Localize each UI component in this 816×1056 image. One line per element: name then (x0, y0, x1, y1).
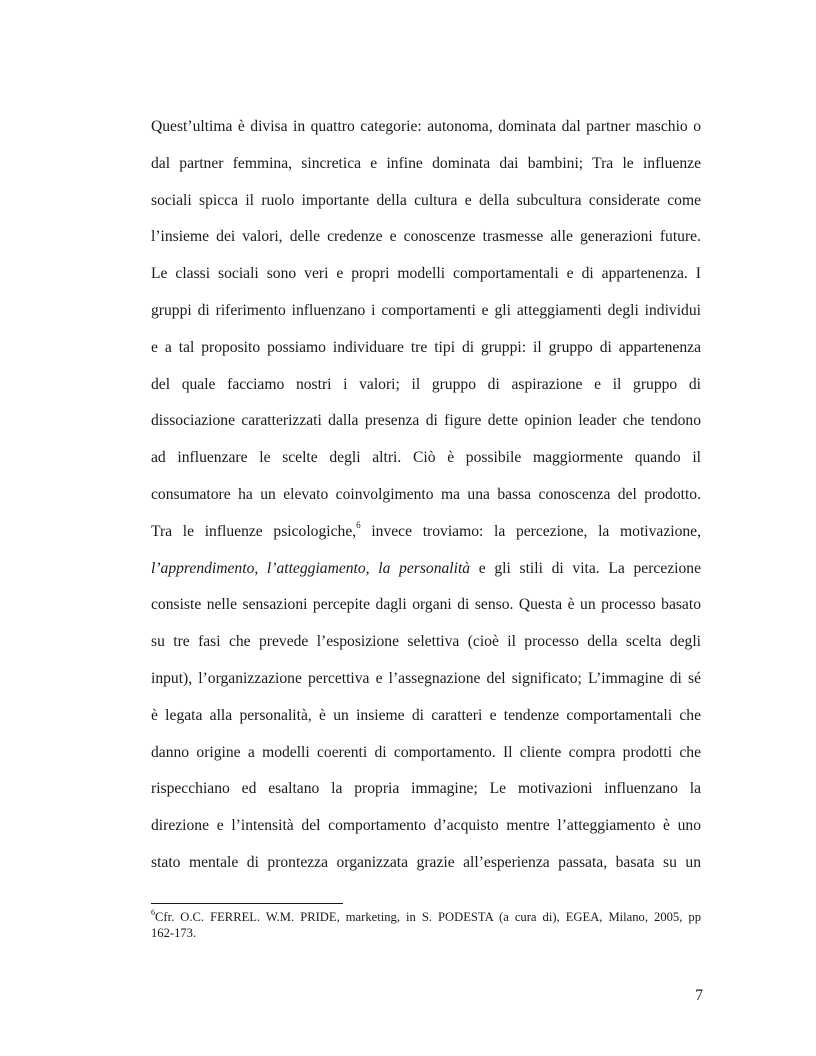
body-line-with-footnote-ref (151, 514, 701, 551)
footnote-marker: 6 (151, 907, 155, 917)
body-line-segment: invece troviamo: la percezione, la motivazione, (360, 522, 701, 540)
body-line: consiste nelle sensazioni percepite dagli organi di senso. Questa è un processo basato (151, 596, 701, 614)
body-line: Quest’ultima è divisa in quattro categorie: autonoma, dominata dal partner maschio o (151, 118, 701, 135)
body-line: direzione e l’intensità del comportamento d’acquisto mentre l’atteggiamento è uno (151, 817, 701, 835)
footnote-reference[interactable]: 6 (356, 519, 361, 530)
body-line: su tre fasi che prevede l’esposizione selettiva (cioè il processo della scelta degli (151, 633, 701, 651)
footnote-text: 162-173. (151, 926, 197, 940)
body-line-with-italic (151, 551, 701, 588)
footnote-separator (151, 903, 343, 904)
body-line: dal partner femmina, sincretica e infine dominata dai bambini; Tra le influenze (151, 154, 701, 172)
body-line: dissociazione caratterizzati dalla presenza di figure dette opinion leader che tendono (151, 412, 701, 430)
body-line: consumatore ha un elevato coinvolgimento ma una bassa conoscenza del prodotto. (151, 485, 701, 503)
page-number: 7 (695, 987, 703, 1004)
body-line: è legata alla personalità, è un insieme di caratteri e tendenze comportamentali che (151, 706, 701, 724)
body-line: gruppi di riferimento influenzano i comportamenti e gli atteggiamenti degli individui (151, 301, 701, 319)
body-line: danno origine a modelli coerenti di comportamento. Il cliente compra prodotti che (151, 743, 701, 761)
body-line: rispecchiano ed esaltano la propria immagine; Le motivazioni influenzano la (151, 780, 701, 798)
body-line: del quale facciamo nostri i valori; il gruppo di aspirazione e il gruppo di (151, 375, 701, 393)
body-line: sociali spicca il ruolo importante della cultura e della subcultura considerate come (151, 191, 701, 209)
body-line: e a tal proposito possiamo individuare tre tipi di gruppi: il gruppo di appartenenza (151, 338, 701, 356)
body-line: l’insieme dei valori, delle credenze e conoscenze trasmesse alle generazioni future. (151, 228, 701, 246)
body-text (151, 109, 701, 882)
footnote (151, 909, 701, 941)
footnote-line (151, 925, 701, 941)
footnote-line (151, 909, 701, 925)
body-line: Le classi sociali sono veri e propri modelli comportamentali e di appartenenza. I (151, 265, 701, 283)
body-line-segment: e gli stili di vita. La percezione (470, 559, 702, 577)
body-line: input), l’organizzazione percettiva e l’assegnazione del significato; L’immagine di sé (151, 669, 701, 687)
body-line: ad influenzare le scelte degli altri. Ciò è possibile maggiormente quando il (151, 449, 701, 467)
body-line: stato mentale di prontezza organizzata grazie all’esperienza passata, basata su un (151, 853, 701, 871)
italic-phrase: l’apprendimento, l’atteggiamento, la personalità (151, 559, 471, 577)
body-line-segment: Tra le influenze psicologiche, (151, 522, 357, 540)
footnote-text: Cfr. O.C. FERREL. W.M. PRIDE, marketing, in S. PODESTA (a cura di), EGEA, Milano, 2005, pp (155, 910, 701, 924)
